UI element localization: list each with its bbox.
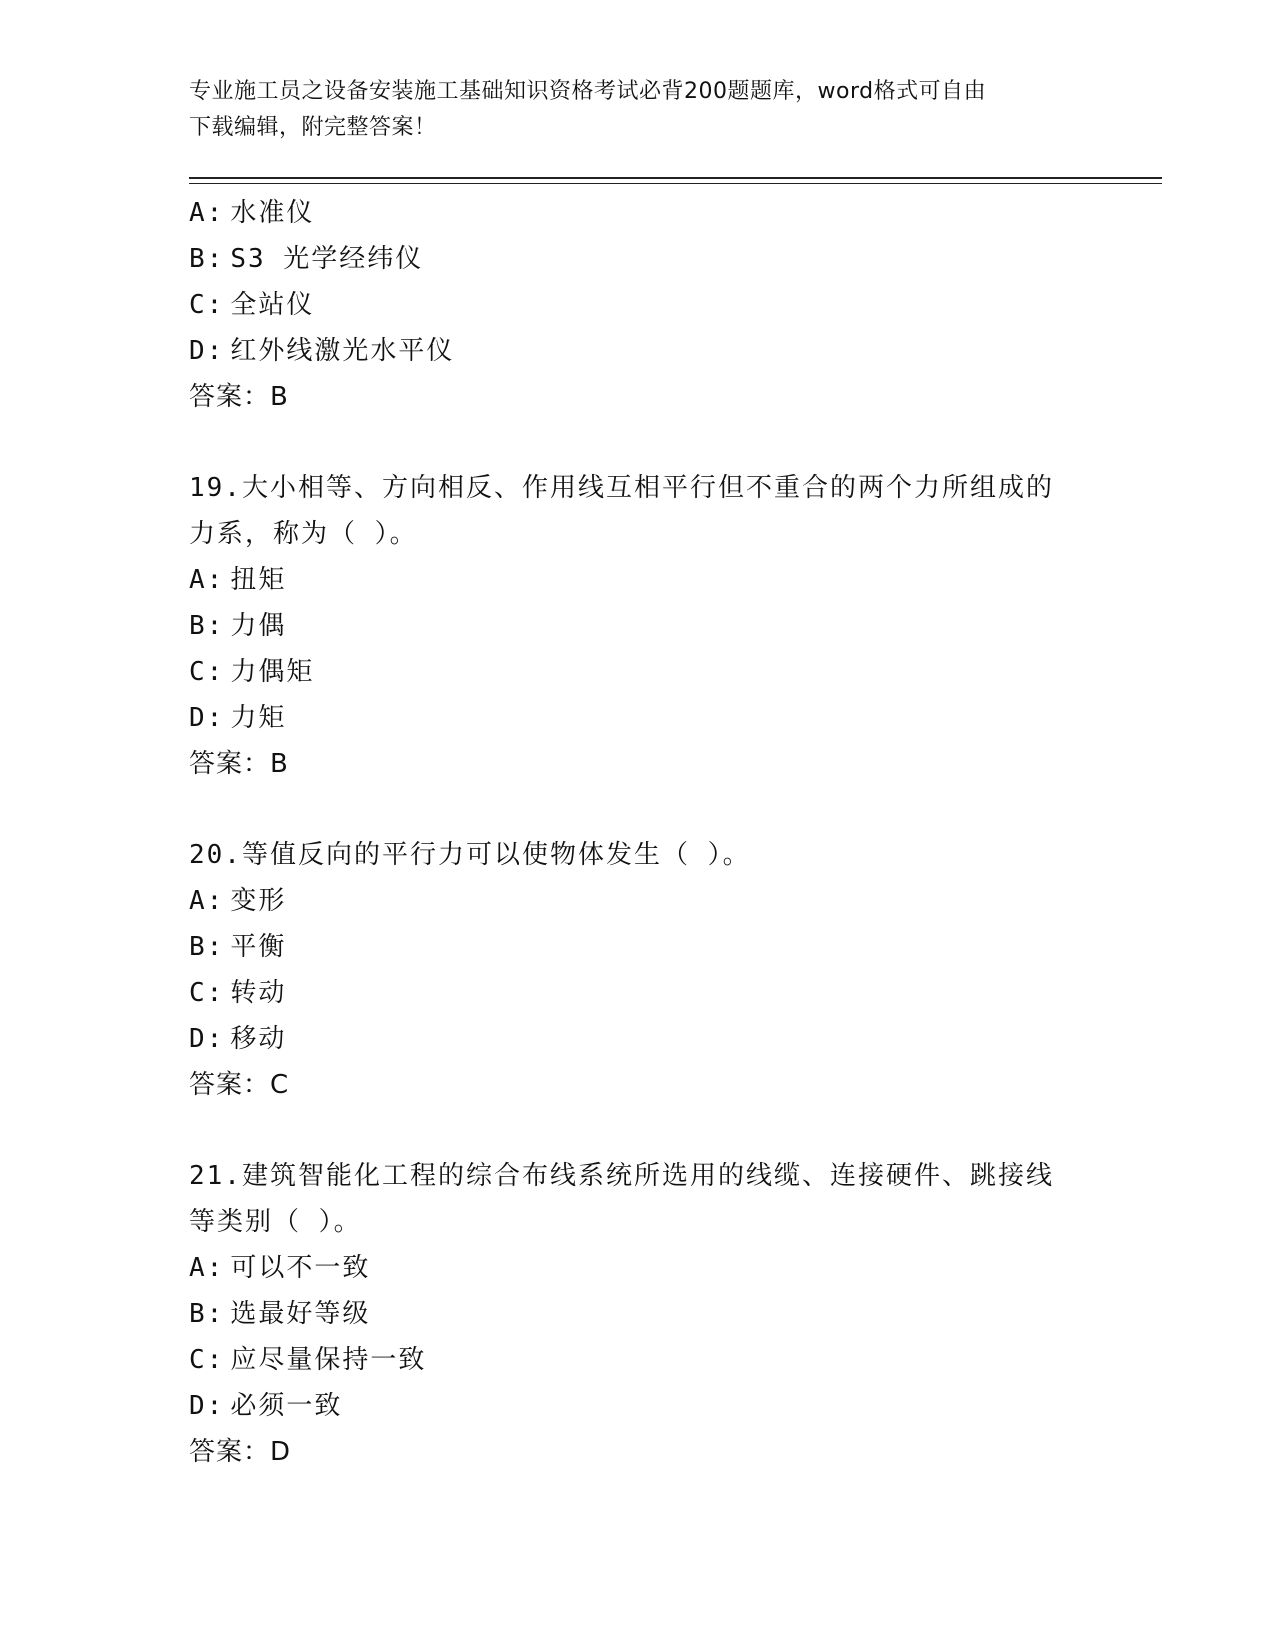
option-c: C: 转动: [189, 978, 287, 1008]
question-19: [189, 465, 1089, 787]
option-a: A: 变形: [189, 886, 287, 916]
option-b: B: S3 光学经纬仪: [189, 244, 424, 274]
answer: 答案：B: [189, 382, 289, 412]
question-text-line-2: 力系，称为（ ）。: [189, 519, 418, 549]
option-a: A: 扭矩: [189, 565, 287, 595]
answer: 答案：D: [189, 1437, 292, 1467]
question-text-line-2: 等类别（ ）。: [189, 1207, 362, 1237]
option-c: C: 力偶矩: [189, 657, 315, 687]
answer: 答案：B: [189, 749, 289, 779]
question-text-line-1: 19.大小相等、方向相反、作用线互相平行但不重合的两个力所组成的: [189, 473, 1054, 503]
document-header: [189, 74, 1089, 146]
question-text-line-1: 20.等值反向的平行力可以使物体发生（ ）。: [189, 840, 751, 870]
header-divider-thin: [189, 183, 1162, 184]
option-d: D: 移动: [189, 1024, 287, 1054]
question-list: [189, 190, 1089, 1475]
option-d: D: 红外线激光水平仪: [189, 336, 455, 366]
option-c: C: 应尽量保持一致: [189, 1345, 427, 1375]
header-divider-thick: [189, 177, 1162, 179]
option-a: A: 水准仪: [189, 198, 315, 228]
question-21: [189, 1153, 1089, 1475]
option-b: B: 力偶: [189, 611, 287, 641]
question-18: [189, 190, 1089, 420]
option-c: C: 全站仪: [189, 290, 315, 320]
option-b: B: 平衡: [189, 932, 287, 962]
header-line-1: 专业施工员之设备安装施工基础知识资格考试必背200题题库，word格式可自由: [189, 79, 987, 104]
option-d: D: 力矩: [189, 703, 287, 733]
answer: 答案：C: [189, 1070, 290, 1100]
question-text-line-1: 21.建筑智能化工程的综合布线系统所选用的线缆、连接硬件、跳接线: [189, 1161, 1054, 1191]
header-line-2: 下载编辑，附完整答案！: [189, 115, 437, 140]
option-a: A: 可以不一致: [189, 1253, 371, 1283]
question-20: [189, 832, 1089, 1108]
option-d: D: 必须一致: [189, 1391, 343, 1421]
option-b: B: 选最好等级: [189, 1299, 371, 1329]
